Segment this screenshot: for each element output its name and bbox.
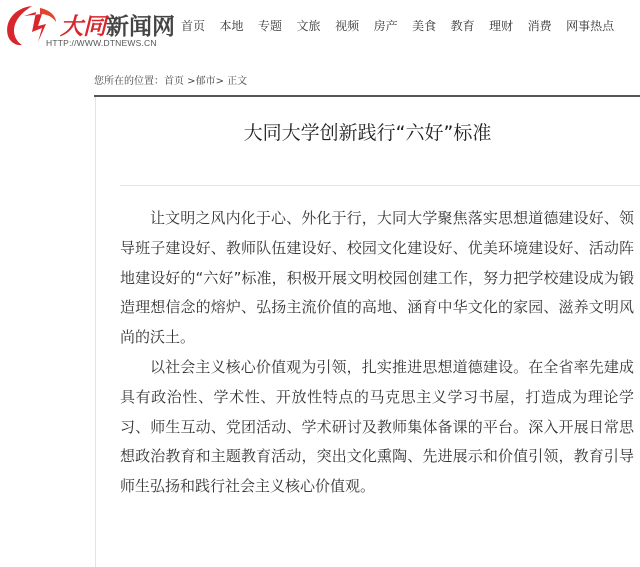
- site-header: [0, 0, 640, 60]
- article-body: [120, 204, 634, 502]
- nav-item-education[interactable]: 教育: [450, 19, 475, 33]
- logo-name-accent: 大同: [60, 13, 106, 40]
- nav-item-culture-tourism[interactable]: 文旅: [296, 19, 321, 33]
- article-paragraph: 以社会主义核心价值观为引领，扎实推进思想道德建设。在全省率先建成具有政治性、学术性、开放性特点的马克思主义学习书屋，打造成为理论学习、师生互动、党团活动、学术研讨及教师集体备课的平台。深入开展日常思想政治教育和主题教育活动，突出文化熏陶、先进展示和价值引领，教育引导师生弘扬和践行社会主义核心价值观。: [120, 357, 634, 496]
- title-divider: [120, 185, 640, 186]
- breadcrumb-home-link[interactable]: 首页: [164, 76, 184, 87]
- nav-item-finance[interactable]: 理财: [489, 19, 514, 33]
- site-logo[interactable]: [0, 0, 175, 58]
- breadcrumb: [94, 72, 247, 87]
- breadcrumb-prefix: 您所在的位置：: [94, 76, 164, 87]
- logo-name: [60, 8, 175, 41]
- nav-item-local[interactable]: 本地: [219, 19, 244, 33]
- nav-item-hot-topics[interactable]: 网事热点: [566, 19, 615, 33]
- breadcrumb-current: 正文: [227, 76, 248, 87]
- breadcrumb-section-link[interactable]: 郁市: [195, 76, 216, 87]
- nav-item-consumer[interactable]: 消费: [527, 19, 552, 33]
- article-title: 大同大学创新践行“六好”标准: [243, 122, 492, 144]
- logo-url: HTTP://WWW.DTNEWS.CN: [46, 38, 157, 48]
- nav-item-topics[interactable]: 专题: [258, 19, 283, 33]
- breadcrumb-separator: >: [184, 76, 196, 87]
- nav-item-video[interactable]: 视频: [335, 19, 360, 33]
- nav-item-real-estate[interactable]: 房产: [373, 19, 398, 33]
- nav-item-food[interactable]: 美食: [412, 19, 437, 33]
- article-paragraph: 让文明之风内化于心、外化于行，大同大学聚焦落实思想道德建设好、领导班子建设好、教师队伍建设好、校园文化建设好、优美环境建设好、活动阵地建设好的“六好”标准，积极开展文明校园创建工作，努力把学校建设成为锻造理想信念的熔炉、弘扬主流价值的高地、涵育中华文化的家园、滋养文明风尚的沃土。: [120, 209, 634, 347]
- logo-name-rest: 新闻网: [106, 14, 175, 40]
- main-nav: [181, 17, 629, 34]
- breadcrumb-separator: >: [215, 76, 228, 87]
- nav-item-home[interactable]: 首页: [181, 19, 206, 33]
